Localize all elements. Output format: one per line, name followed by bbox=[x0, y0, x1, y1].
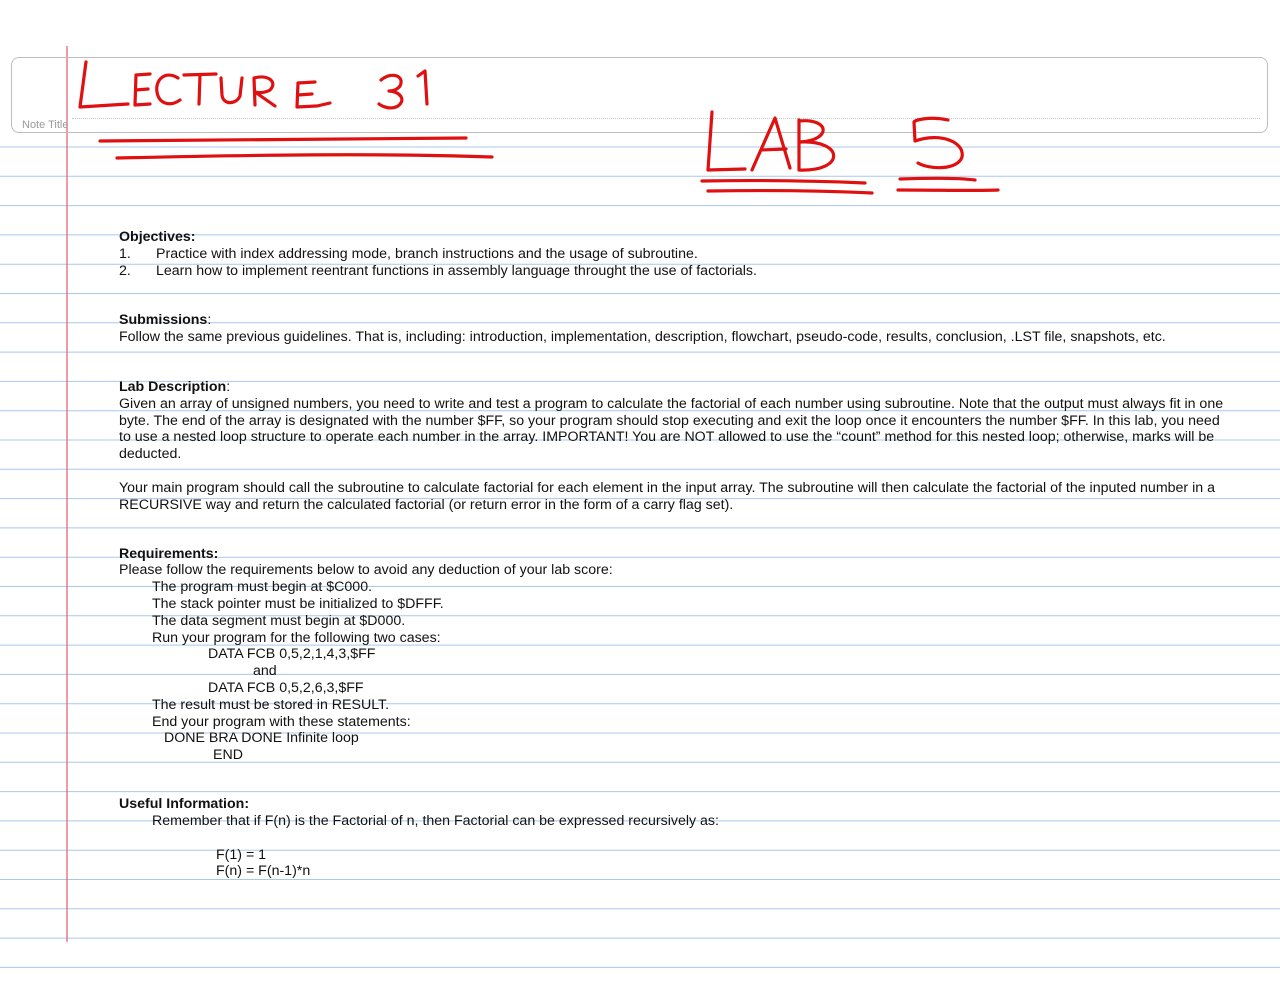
submissions-heading: Submissions bbox=[119, 312, 208, 329]
note-title-label: Note Title bbox=[22, 119, 69, 131]
requirements-intro: Please follow the requirements below to avoid any deduction of your lab score: bbox=[119, 562, 613, 579]
requirement-line: The data segment must begin at $D000. bbox=[152, 612, 406, 629]
objective-item-1 bbox=[119, 246, 1229, 263]
objective-text: Learn how to implement reentrant functions in assembly language throught the use of factorials. bbox=[156, 262, 757, 279]
lab-description-heading: Lab Description bbox=[119, 378, 227, 395]
formula-base-case: F(1) = 1 bbox=[216, 846, 267, 863]
lab-description-para-1: Given an array of unsigned numbers, you need to write and test a program to calculate the factorial of each number using subroutine. Note that the output must always fit in one byte. The end of the array is designated with the number $FF, so your program should stop executing and exit the loop once it encounters the number $FF. In this lab, you need to use a nested loop structure to operate each number in the array. IMPORTANT! You are NOT allowed to use the “count” method for this nested loop; otherwise, marks will be deducted. bbox=[119, 395, 1224, 463]
submissions-text: Follow the same previous guidelines. That is, including: introduction, implementation, description, flowchart, pseudo-code, results, conclusion, .LST file, snapshots, etc. bbox=[119, 329, 1166, 346]
requirement-case-2: DATA FCB 0,5,2,6,3,$FF bbox=[208, 679, 364, 696]
requirement-line: End your program with these statements: bbox=[152, 713, 411, 730]
lab-description-heading-line bbox=[119, 379, 1229, 396]
handwritten-lecture-31 bbox=[80, 62, 427, 108]
submissions-colon: : bbox=[207, 312, 212, 329]
title-underline-2 bbox=[117, 155, 492, 158]
requirement-done-line: DONE BRA DONE Infinite loop bbox=[164, 730, 359, 747]
requirement-end-line: END bbox=[213, 747, 243, 764]
objective-number: 1. bbox=[119, 245, 131, 262]
lab-underline-2 bbox=[708, 191, 872, 193]
requirement-line: The stack pointer must be initialized to $DFFF. bbox=[152, 595, 444, 612]
lab-underline-1 bbox=[702, 181, 865, 183]
requirement-and: and bbox=[253, 663, 277, 680]
requirement-line: The program must begin at $C000. bbox=[152, 579, 373, 596]
five-underline-1 bbox=[900, 178, 975, 180]
useful-heading: Useful Information: bbox=[119, 795, 250, 812]
title-underline-1 bbox=[100, 138, 466, 141]
requirement-line: Run your program for the following two cases: bbox=[152, 629, 441, 646]
lab-description-colon: : bbox=[226, 378, 231, 395]
objective-text: Practice with index addressing mode, branch instructions and the usage of subroutine. bbox=[156, 245, 698, 262]
requirement-case-1: DATA FCB 0,5,2,1,4,3,$FF bbox=[208, 646, 376, 663]
lab-description-para-2: Your main program should call the subroutine to calculate factorial for each element in the input array. The subroutine will then calculate the factorial of the inputed number in a RECURSIVE way and return the calculated factorial (or return error in the form of a carry flag set). bbox=[119, 479, 1215, 513]
submissions-heading-line bbox=[119, 312, 1229, 329]
document-body bbox=[119, 229, 1229, 880]
objective-number: 2. bbox=[119, 262, 131, 279]
handwritten-lab-5 bbox=[708, 112, 962, 170]
objective-item-2 bbox=[119, 263, 1229, 280]
requirement-line: The result must be stored in RESULT. bbox=[152, 696, 390, 713]
formula-recursive-case: F(n) = F(n-1)*n bbox=[216, 863, 311, 880]
useful-intro: Remember that if F(n) is the Factorial of n, then Factorial can be expressed recursively as: bbox=[152, 812, 719, 829]
requirements-heading: Requirements: bbox=[119, 545, 219, 562]
objectives-heading: Objectives: bbox=[119, 229, 196, 245]
